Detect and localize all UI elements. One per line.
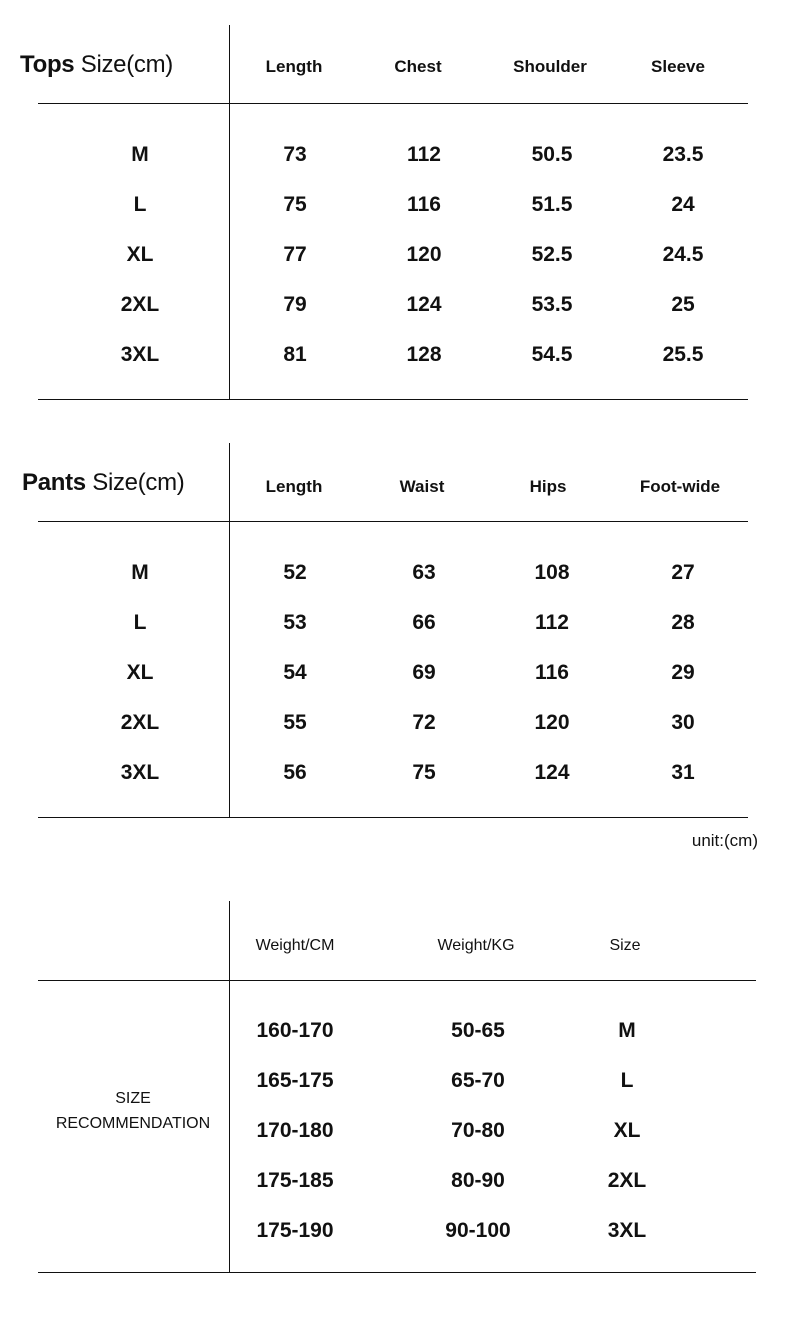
tops-title-word: Tops — [20, 51, 75, 78]
pants-table-title — [22, 468, 185, 498]
recommendation-bottom-rule — [38, 1272, 756, 1273]
tops-size-label: 3XL — [120, 343, 160, 366]
recommendation-size-value: XL — [613, 1119, 641, 1142]
tops-chest-value: 112 — [407, 143, 441, 166]
size-recommendation-label-line2: RECOMMENDATION — [55, 1115, 211, 1132]
pants-foot-wide-value: 27 — [671, 561, 695, 584]
pants-length-value: 52 — [283, 561, 307, 584]
pants-bottom-rule — [38, 817, 748, 818]
recommendation-size-value: 3XL — [607, 1219, 647, 1242]
recommendation-weight-value: 65-70 — [451, 1069, 505, 1092]
tops-header-length: Length — [265, 57, 323, 76]
tops-header-rule — [38, 103, 748, 104]
recommendation-size-value: M — [618, 1019, 636, 1042]
pants-hips-value: 116 — [535, 661, 569, 684]
pants-hips-value: 120 — [534, 711, 570, 734]
tops-size-label: M — [131, 143, 149, 166]
pants-foot-wide-value: 28 — [671, 611, 695, 634]
recommendation-header-rule — [38, 980, 756, 981]
pants-vertical-divider — [229, 443, 230, 818]
pants-header-hips: Hips — [529, 477, 567, 496]
tops-sleeve-value: 24.5 — [662, 243, 704, 266]
tops-shoulder-value: 52.5 — [531, 243, 573, 266]
recommendation-weight-value: 90-100 — [445, 1219, 511, 1242]
recommendation-header-size: Size — [609, 937, 641, 954]
tops-bottom-rule — [38, 399, 748, 400]
pants-foot-wide-value: 30 — [671, 711, 695, 734]
pants-size-label: XL — [126, 661, 154, 684]
pants-length-value: 55 — [283, 711, 307, 734]
recommendation-header-weight: Weight/KG — [437, 937, 515, 954]
tops-size-label: 2XL — [120, 293, 160, 316]
recommendation-header-height: Weight/CM — [255, 937, 335, 954]
pants-length-value: 53 — [283, 611, 307, 634]
tops-table-title — [20, 50, 173, 80]
tops-chest-value: 120 — [406, 243, 442, 266]
tops-chest-value: 124 — [406, 293, 442, 316]
pants-size-label: L — [133, 611, 147, 634]
pants-waist-value: 69 — [412, 661, 436, 684]
pants-length-value: 54 — [283, 661, 307, 684]
recommendation-height-value: 175-190 — [256, 1219, 334, 1242]
recommendation-size-value: L — [620, 1069, 634, 1092]
pants-header-foot-wide: Foot-wide — [639, 477, 721, 496]
tops-shoulder-value: 51.5 — [531, 193, 573, 216]
pants-size-label: 2XL — [120, 711, 160, 734]
tops-shoulder-value: 50.5 — [531, 143, 573, 166]
tops-header-sleeve: Sleeve — [651, 57, 705, 76]
pants-title-unit: Size(cm) — [92, 469, 185, 496]
tops-length-value: 73 — [283, 143, 307, 166]
pants-header-rule — [38, 521, 748, 522]
tops-length-value: 81 — [283, 343, 307, 366]
recommendation-weight-value: 50-65 — [451, 1019, 505, 1042]
pants-waist-value: 72 — [412, 711, 436, 734]
tops-shoulder-value: 54.5 — [531, 343, 573, 366]
recommendation-height-value: 160-170 — [256, 1019, 334, 1042]
tops-length-value: 77 — [283, 243, 307, 266]
pants-foot-wide-value: 29 — [671, 661, 695, 684]
pants-foot-wide-value: 31 — [671, 761, 695, 784]
tops-sleeve-value: 23.5 — [662, 143, 704, 166]
pants-header-length: Length — [265, 477, 323, 496]
tops-length-value: 79 — [283, 293, 307, 316]
recommendation-height-value: 175-185 — [256, 1169, 334, 1192]
pants-size-label: M — [131, 561, 149, 584]
recommendation-weight-value: 70-80 — [451, 1119, 505, 1142]
recommendation-vertical-divider — [229, 901, 230, 1273]
recommendation-size-value: 2XL — [607, 1169, 647, 1192]
tops-sleeve-value: 24 — [671, 193, 695, 216]
pants-hips-value: 124 — [534, 761, 570, 784]
tops-chest-value: 128 — [406, 343, 442, 366]
recommendation-height-value: 170-180 — [256, 1119, 334, 1142]
size-recommendation-label-line1: SIZE — [115, 1090, 151, 1107]
tops-sleeve-value: 25.5 — [662, 343, 704, 366]
tops-chest-value: 116 — [407, 193, 441, 216]
tops-header-shoulder: Shoulder — [513, 57, 587, 76]
pants-header-waist: Waist — [399, 477, 445, 496]
tops-size-label: XL — [126, 243, 154, 266]
pants-length-value: 56 — [283, 761, 307, 784]
tops-shoulder-value: 53.5 — [531, 293, 573, 316]
recommendation-weight-value: 80-90 — [451, 1169, 505, 1192]
pants-waist-value: 63 — [412, 561, 436, 584]
recommendation-height-value: 165-175 — [256, 1069, 334, 1092]
tops-size-label: L — [133, 193, 147, 216]
pants-size-label: 3XL — [120, 761, 160, 784]
unit-note: unit:(cm) — [691, 831, 758, 850]
pants-hips-value: 112 — [535, 611, 569, 634]
size-recommendation-label — [38, 1086, 228, 1136]
tops-title-unit: Size(cm) — [80, 51, 173, 78]
pants-hips-value: 108 — [534, 561, 570, 584]
pants-title-word: Pants — [22, 469, 86, 496]
tops-vertical-divider — [229, 25, 230, 400]
pants-waist-value: 66 — [412, 611, 436, 634]
tops-sleeve-value: 25 — [671, 293, 695, 316]
tops-header-chest: Chest — [394, 57, 442, 76]
pants-waist-value: 75 — [412, 761, 436, 784]
tops-length-value: 75 — [283, 193, 307, 216]
